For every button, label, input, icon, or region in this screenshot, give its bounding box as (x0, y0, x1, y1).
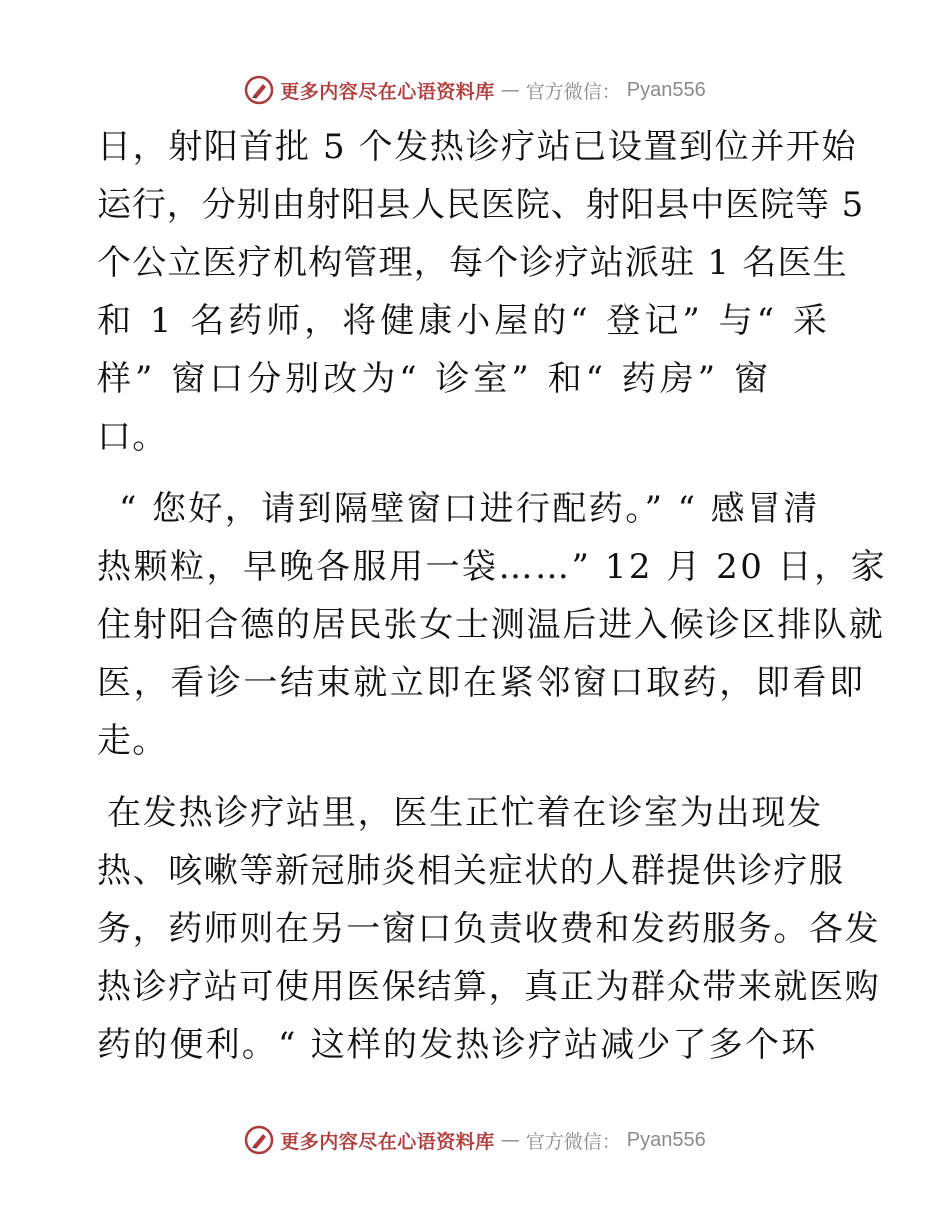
text-line: 药的便利。“ 这样的发热诊疗站减少了多个环 (97, 1025, 818, 1065)
text-line: 热颗粒，早晚各服用一袋……” 12 月 20 日，家 (97, 547, 888, 587)
footer-separator: — (500, 1129, 520, 1151)
paragraph (97, 480, 888, 770)
text-line: “ 您好，请到隔壁窗口进行配药。” “ 感冒清 (119, 489, 820, 529)
header-banner (0, 70, 950, 110)
footer-wechat-id: Pyan556 (626, 1128, 706, 1151)
paragraph (97, 784, 881, 1074)
text-line: 口。 (97, 417, 168, 457)
text-line: 热诊疗站可使用医保结算，真正为群众带来就医购 (97, 967, 881, 1007)
text-line: 运行，分别由射阳县人民医院、射阳县中医院等 5 (97, 185, 865, 225)
text-line: 走。 (97, 721, 168, 761)
header-brand: 更多内容尽在心语资料库 (280, 80, 495, 103)
footer-banner (0, 1120, 950, 1160)
text-line: 热、咳嗽等新冠肺炎相关症状的人群提供诊疗服 (97, 851, 845, 891)
text-line: 日，射阳首批 5 个发热诊疗站已设置到位并开始 (97, 127, 858, 167)
text-line: 样” 窗口分别改为“ 诊室” 和“ 药房” 窗 (97, 359, 772, 399)
text-line: 务，药师则在另一窗口负责收费和发药服务。各发 (97, 909, 881, 949)
header-official-label: 官方微信： (525, 80, 621, 103)
pen-logo-icon (244, 1125, 274, 1155)
text-line: 住射阳合德的居民张女士测温后进入候诊区排队就 (97, 605, 885, 645)
text-line: 医，看诊一结束就立即在紧邻窗口取药，即看即 (97, 663, 866, 703)
document-body (97, 118, 888, 1088)
header-wechat-id: Pyan556 (626, 78, 706, 101)
header-separator: — (500, 79, 520, 101)
pen-logo-icon (244, 75, 274, 105)
text-line: 个公立医疗机构管理，每个诊疗站派驻 1 名医生 (97, 243, 848, 283)
paragraph (97, 118, 865, 466)
text-line: 在发热诊疗站里，医生正忙着在诊室为出现发 (107, 793, 823, 833)
footer-brand: 更多内容尽在心语资料库 (280, 1130, 495, 1153)
footer-official-label: 官方微信： (525, 1130, 621, 1153)
text-line: 和 1 名药师，将健康小屋的“ 登记” 与“ 采 (97, 301, 831, 341)
